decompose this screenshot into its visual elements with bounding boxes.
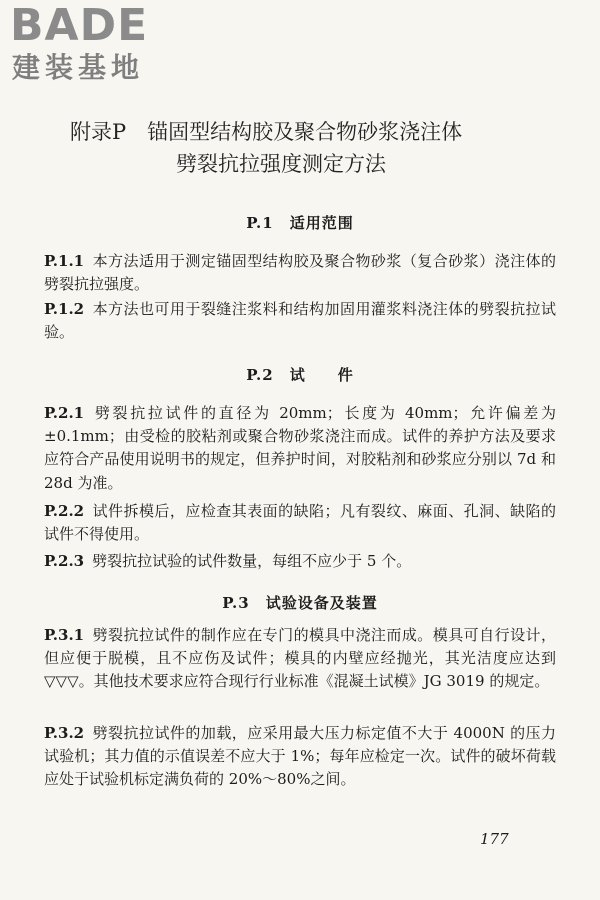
paragraph-text: 本方法适用于测定锚固型结构胶及聚合物砂浆（复合砂浆）浇注体的劈裂抗拉强度。	[44, 252, 556, 294]
paragraph-number: P.1.1	[44, 252, 85, 270]
paragraph-text: 本方法也可用于裂缝注浆料和结构加固用灌浆料浇注体的劈裂抗拉试验。	[44, 300, 556, 342]
paragraph-p2-3	[44, 550, 556, 573]
section-heading-p1: P.1 适用范围	[246, 214, 354, 232]
paragraph-p1-2	[44, 298, 556, 344]
paragraph-text: 劈裂抗拉试验的试件数量，每组不应少于 5 个。	[92, 552, 412, 570]
paragraph-p3-2	[44, 722, 556, 792]
paragraph-text: 劈裂抗拉试件的直径为 20mm；长度为 40mm；允许偏差为±0.1mm；由受检的胶粘剂或聚合物砂浆浇注而成。试件的养护方法及要求应符合产品使用说明书的规定，但养护时间，对胶粘剂和砂浆应分别以 7d 和 28d 为准。	[44, 404, 556, 492]
appendix-title	[70, 116, 550, 180]
appendix-title-line2: 劈裂抗拉强度测定方法	[176, 152, 386, 176]
paragraph-number: P.2.1	[44, 404, 85, 422]
paragraph-text: 劈裂抗拉试件的加载，应采用最大压力标定值不大于 4000N 的压力试验机；其力值的示值误差不应大于 1%；每年应检定一次。试件的破坏荷载应处于试验机标定满负荷的 20%～80%之间。	[44, 724, 556, 789]
paragraph-number: P.2.3	[44, 552, 85, 570]
appendix-title-line1: 附录P 锚固型结构胶及聚合物砂浆浇注体	[70, 120, 463, 144]
bade-logo	[8, 2, 178, 88]
paragraph-number: P.3.2	[44, 724, 85, 742]
section-heading-p2: P.2 试 件	[246, 366, 354, 384]
paragraph-text: 劈裂抗拉试件的制作应在专门的模具中浇注而成。模具可自行设计，但应便于脱模，且不应伤及试件；模具的内壁应经抛光，其光洁度应达到▽▽▽。其他技术要求应符合现行行业标准《混凝土试模》JG 3019 的规定。	[44, 626, 556, 691]
paragraph-p1-1	[44, 250, 556, 296]
paragraph-number: P.3.1	[44, 626, 85, 644]
logo-brand-text: BADE	[10, 0, 149, 51]
paragraph-p3-1	[44, 624, 556, 694]
section-heading-p3: P.3 试验设备及装置	[222, 594, 378, 612]
paragraph-number: P.2.2	[44, 502, 85, 520]
paragraph-number: P.1.2	[44, 300, 85, 318]
paragraph-text: 试件拆模后，应检查其表面的缺陷；凡有裂纹、麻面、孔洞、缺陷的试件不得使用。	[44, 502, 556, 544]
paragraph-p2-1	[44, 402, 556, 495]
page-number: 177	[480, 830, 509, 848]
logo-subtitle: 建装基地	[12, 51, 145, 84]
paragraph-p2-2	[44, 500, 556, 546]
